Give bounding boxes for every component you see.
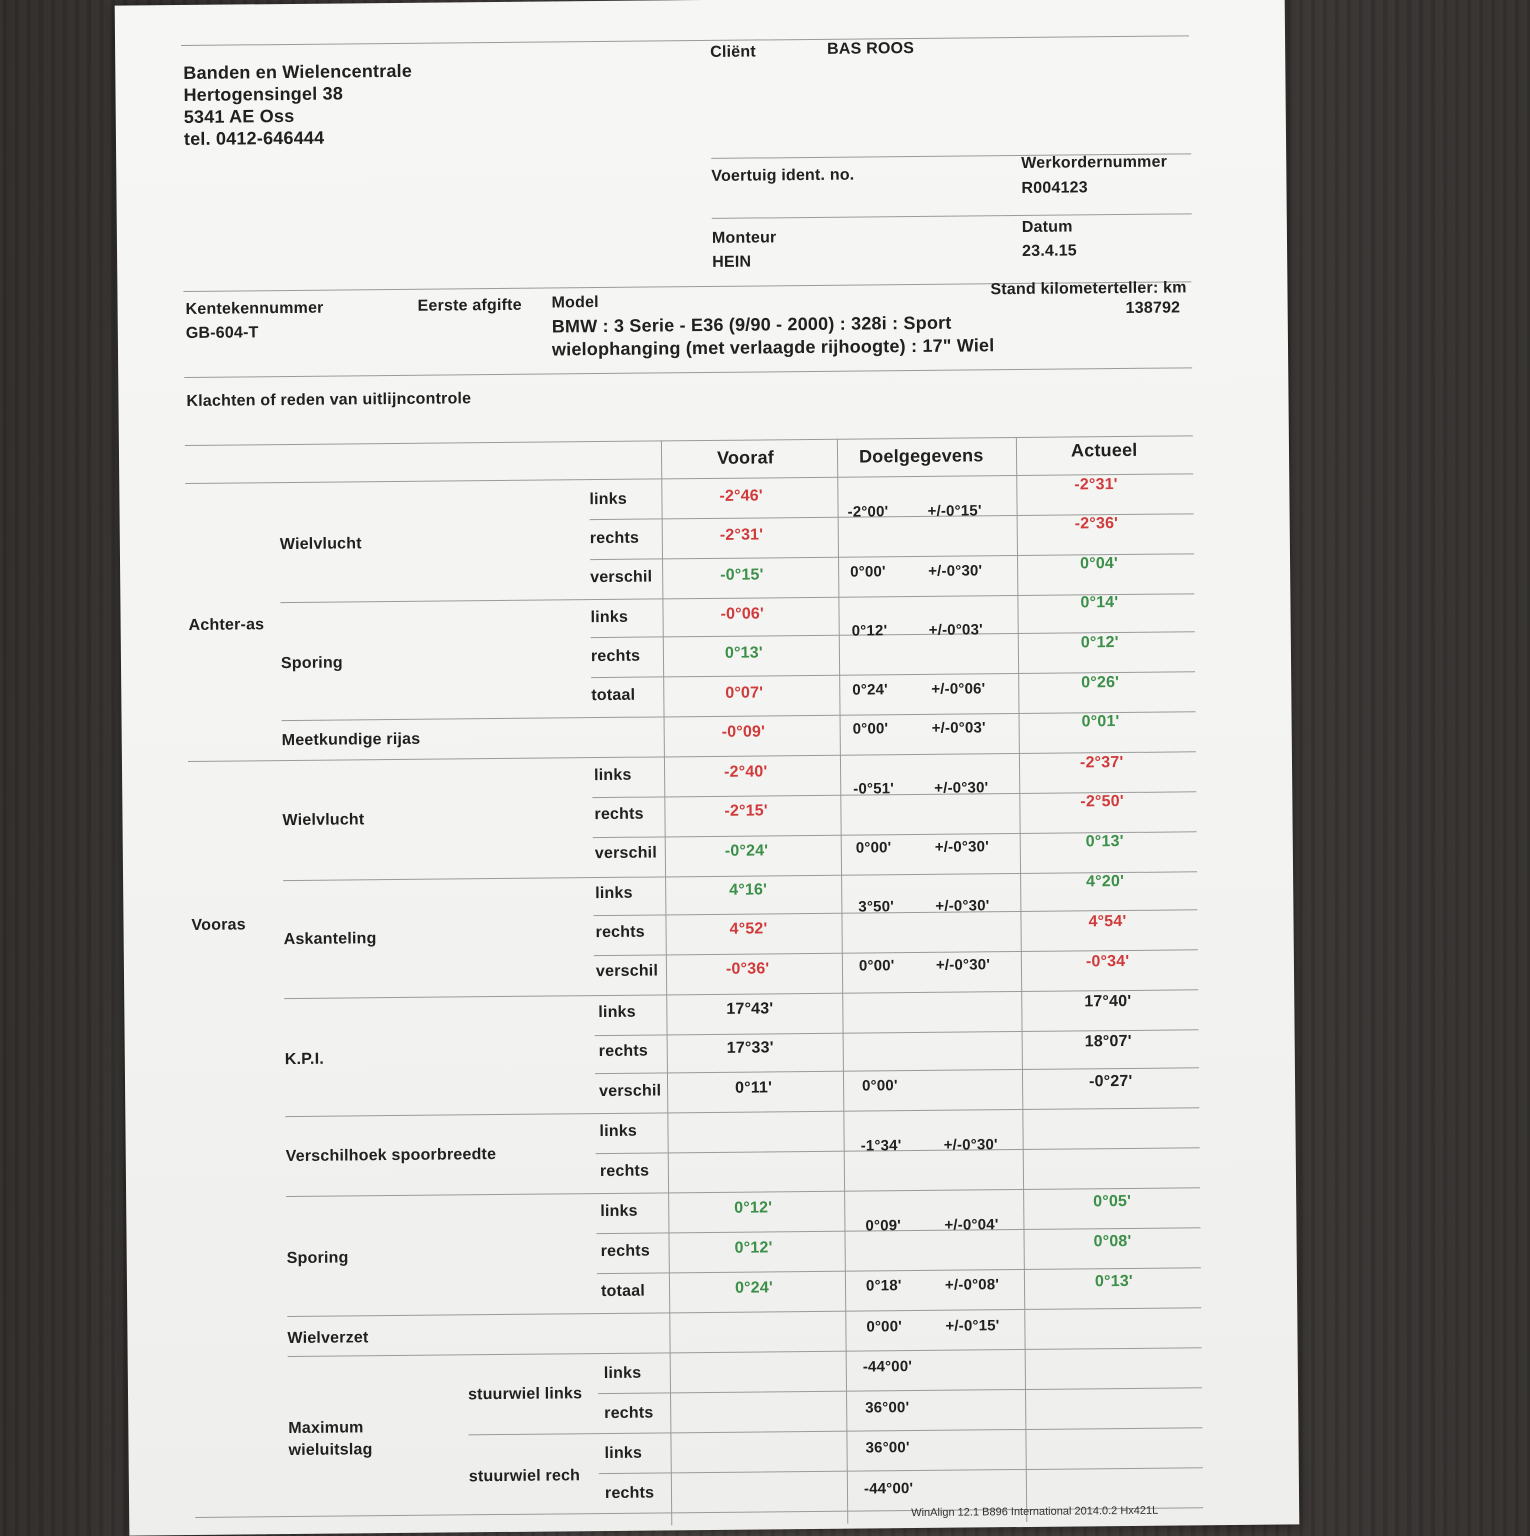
model-line2: wielophanging (met verlaagde rijhoogte) : 17" Wiel [551, 335, 995, 360]
row-divider [283, 871, 1197, 881]
value-cell: 0°12' [734, 1239, 773, 1257]
date-value: 23.4.15 [1022, 242, 1077, 260]
target-value: -0°51' [853, 780, 895, 798]
sub-totaal: totaal [600, 1282, 646, 1301]
sub-links: links [599, 1122, 638, 1141]
vehicle-id-label: Voertuig ident. no. [711, 166, 855, 185]
table-top-border [185, 435, 1193, 446]
actual-value: 0°08' [1093, 1232, 1132, 1251]
column-header-before: Vooraf [716, 447, 775, 468]
subgroup-steer-left: stuurwiel links [467, 1385, 583, 1404]
row-divider [284, 989, 1198, 999]
sub-links: links [590, 608, 629, 627]
value-cell: 17°43' [726, 1000, 774, 1018]
value-cell: 0°24' [734, 1279, 774, 1297]
sub-verschil: verschil [599, 1082, 662, 1101]
sub-rechts: rechts [598, 1042, 649, 1061]
actual-value: -2°31' [1074, 476, 1118, 494]
target-tolerance: +/-0°30' [935, 956, 991, 974]
sub-totaal: totaal [591, 686, 636, 705]
sub-links: links [604, 1444, 643, 1463]
target-tolerance: +/-0°03' [928, 621, 983, 639]
sub-links: links [594, 766, 632, 785]
company-city: 5341 AE Oss [183, 105, 295, 127]
row-divider [288, 1347, 1202, 1357]
first-issue-label: Eerste afgifte [417, 296, 522, 315]
actual-value: 0°13' [1094, 1272, 1133, 1291]
target-value: 0°12' [851, 622, 888, 640]
group-kpi: K.P.I. [284, 1050, 325, 1069]
row-divider [285, 1107, 1199, 1117]
actual-value: 0°12' [1080, 634, 1119, 652]
group-setback: Wielverzet [287, 1329, 369, 1348]
value-cell: 17°33' [726, 1039, 774, 1057]
value-cell: -2°15' [724, 802, 768, 820]
section-front-axle: Vooras [191, 916, 246, 934]
actual-value: 4°20' [1086, 873, 1125, 891]
sub-verschil: verschil [595, 962, 659, 981]
target-tolerance: +/-0°30' [934, 838, 990, 856]
actual-value: -2°36' [1074, 515, 1119, 533]
actual-value: -0°27' [1088, 1072, 1133, 1091]
alignment-report-sheet [115, 0, 1300, 1536]
row-divider [599, 1467, 1203, 1474]
actual-value: 0°26' [1081, 674, 1120, 692]
work-order-label: Werkordernummer [1021, 153, 1168, 172]
actual-value: 18°07' [1084, 1032, 1132, 1051]
target-tolerance: +/-0°30' [928, 562, 983, 580]
target-value: -2°00' [847, 503, 889, 521]
actual-value: 0°04' [1080, 555, 1119, 573]
sub-rechts: rechts [600, 1242, 650, 1261]
target-value: 3°50' [858, 898, 895, 916]
work-order-value: R004123 [1021, 179, 1088, 197]
client-value: BAS ROOS [827, 39, 915, 58]
target-tolerance: +/-0°30' [943, 1136, 998, 1154]
value-cell: 0°12' [734, 1199, 773, 1217]
target-value: 36°00' [865, 1399, 910, 1417]
sub-links: links [595, 884, 633, 903]
actual-value: -0°34' [1085, 952, 1130, 971]
column-divider [837, 439, 848, 1524]
company-phone: tel. 0412-646444 [183, 127, 325, 149]
row-divider [287, 1307, 1201, 1317]
value-cell: -0°06' [720, 605, 765, 623]
target-tolerance: +/-0°03' [931, 719, 986, 737]
complaints-label: Klachten of reden van uitlijncontrole [186, 390, 472, 410]
row-divider [468, 1427, 1202, 1435]
target-tolerance: +/-0°08' [944, 1276, 1000, 1294]
sub-verschil: verschil [594, 844, 658, 863]
plate-value: GB-604-T [185, 324, 259, 342]
column-header-actual: Actueel [1070, 439, 1138, 461]
group-thrust-angle: Meetkundige rijas [281, 730, 421, 750]
sub-links: links [589, 490, 627, 509]
divider [712, 213, 1192, 219]
model-label: Model [551, 294, 599, 312]
sub-rechts: rechts [589, 529, 640, 548]
actual-value: 0°01' [1081, 713, 1120, 731]
target-tolerance: +/-0°15' [945, 1317, 1000, 1335]
odometer-label: Stand kilometerteller: km [990, 279, 1187, 299]
group-toe-out-on-turns: Verschilhoek spoorbreedte [285, 1146, 497, 1166]
row-divider [282, 711, 1196, 721]
group-max-angle-line1: Maximum [288, 1419, 364, 1438]
sub-links: links [600, 1202, 638, 1221]
target-value: 0°24' [852, 681, 888, 699]
row-divider [286, 1187, 1200, 1197]
sub-rechts: rechts [594, 805, 644, 824]
group-caster: Askanteling [283, 930, 377, 949]
target-tolerance: +/-0°30' [934, 779, 989, 797]
value-cell: 0°11' [735, 1079, 773, 1097]
sub-verschil: verschil [590, 568, 653, 587]
target-value: -44°00' [863, 1480, 914, 1498]
column-divider [1016, 437, 1027, 1522]
divider [181, 35, 1189, 46]
actual-value: -2°37' [1079, 754, 1124, 772]
odometer-value: 138792 [1125, 299, 1181, 317]
mechanic-label: Monteur [711, 229, 777, 247]
column-divider [661, 440, 672, 1525]
company-street: Hertogensingel 38 [183, 83, 344, 105]
value-cell: -0°15' [720, 566, 764, 584]
actual-value: 0°05' [1093, 1192, 1132, 1211]
date-label: Datum [1021, 218, 1073, 236]
row-divider [598, 1387, 1202, 1394]
sub-rechts: rechts [595, 923, 645, 942]
model-line1: BMW : 3 Serie - E36 (9/90 - 2000) : 328i : Sport [551, 312, 952, 337]
value-cell: 0°13' [724, 644, 763, 662]
target-value: 0°00' [855, 839, 892, 857]
value-cell: 4°16' [729, 881, 768, 899]
sub-rechts: rechts [604, 1484, 655, 1503]
value-cell: 0°07' [725, 684, 764, 702]
target-value: -44°00' [862, 1358, 913, 1376]
mechanic-value: HEIN [712, 253, 752, 271]
value-cell: -0°36' [725, 960, 770, 978]
row-divider [280, 593, 1194, 603]
sub-rechts: rechts [590, 647, 641, 666]
target-value: -1°34' [860, 1137, 902, 1155]
target-tolerance: +/-0°06' [931, 680, 986, 698]
divider [184, 367, 1192, 378]
plate-label: Kentekennummer [185, 299, 324, 318]
software-version-footer: WinAlign 12.1 B896 International 2014.0.2 Hx421L [911, 1504, 1159, 1520]
value-cell: -0°09' [721, 723, 766, 741]
value-cell: -0°24' [724, 842, 769, 860]
group-rear-camber: Wielvlucht [279, 535, 362, 554]
company-name: Banden en Wielencentrale [183, 60, 413, 83]
actual-value: -2°50' [1080, 793, 1124, 811]
target-value: 0°00' [852, 720, 889, 738]
target-tolerance: +/-0°04' [944, 1216, 999, 1234]
target-value: 0°00' [858, 957, 895, 975]
sub-links: links [598, 1003, 636, 1022]
sub-rechts: rechts [599, 1162, 650, 1181]
target-value: 36°00' [865, 1439, 910, 1457]
group-front-camber: Wielvlucht [282, 811, 365, 830]
target-value: 0°00' [850, 563, 886, 581]
target-value: 0°00' [866, 1318, 903, 1336]
value-cell: -2°46' [719, 487, 763, 505]
target-tolerance: +/-0°30' [935, 897, 990, 915]
actual-value: 17°40' [1084, 992, 1132, 1011]
target-value: 0°00' [862, 1077, 898, 1095]
row-divider [188, 751, 1196, 762]
actual-value: 4°54' [1088, 912, 1127, 931]
value-cell: -2°40' [723, 763, 768, 781]
table-header-border [185, 473, 1193, 484]
subgroup-steer-right: stuurwiel rech [468, 1467, 581, 1486]
sub-links: links [603, 1364, 642, 1383]
group-rear-toe: Sporing [280, 654, 343, 673]
value-cell: -2°31' [719, 526, 764, 544]
target-value: 0°18' [865, 1277, 902, 1295]
sub-rechts: rechts [604, 1404, 654, 1423]
actual-value: 0°14' [1080, 594, 1119, 612]
target-tolerance: +/-0°15' [927, 502, 982, 520]
group-front-toe: Sporing [286, 1249, 349, 1268]
value-cell: 4°52' [729, 920, 768, 938]
target-value: 0°09' [865, 1217, 902, 1235]
actual-value: 0°13' [1085, 833, 1124, 851]
group-max-angle-line2: wieluitslag [288, 1441, 373, 1460]
column-header-target: Doelgegevens [858, 445, 984, 467]
section-rear-axle: Achter-as [188, 616, 265, 634]
client-label: Cliënt [710, 43, 756, 61]
